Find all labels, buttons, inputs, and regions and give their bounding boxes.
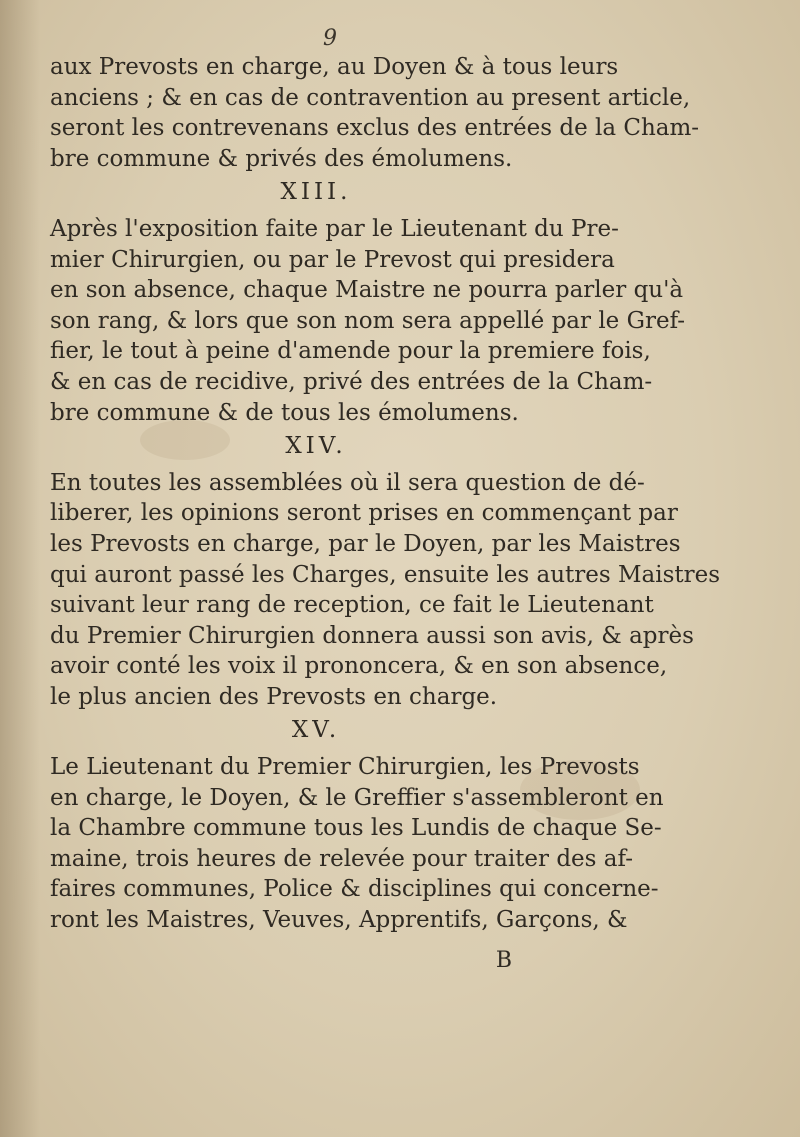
text-line: bre commune & privés des émolumens. [50,145,513,172]
article-heading: XV. [291,717,341,744]
text-line: maine, trois heures de relevée pour traiter des af- [50,845,633,872]
text-line: en son absence, chaque Maistre ne pourra parler qu'à [50,277,684,304]
text-line: avoir conté les voix il prononcera, & en son absence, [50,653,668,680]
text-line: son rang, & lors que son nom sera appellé par le Gref- [50,307,686,334]
text-line: les Prevosts en charge, par le Doyen, par les Maistres [50,530,681,557]
text-line: qui auront passé les Charges, ensuite les autres Maistres [50,561,721,588]
text-line: liberer, les opinions seront prises en commençant par [50,500,678,527]
text-line: ront les Maistres, Veuves, Apprentifs, Garçons, & [50,907,628,934]
text-line: & en cas de recidive, privé des entrées de la Cham- [50,368,653,395]
catchword: B [495,948,512,973]
text-line: Le Lieutenant du Premier Chirurgien, les Prevosts [50,754,640,781]
text-line: bre commune & de tous les émolumens. [50,399,519,426]
text-line: faires communes, Police & disciplines qui concerne- [50,876,659,903]
text-line: suivant leur rang de reception, ce fait le Lieutenant [50,592,654,619]
text-line: En toutes les assemblées où il sera question de dé- [50,469,645,496]
page-body-text [50,52,721,936]
article-heading: XIV. [285,433,347,460]
text-line: seront les contrevenans exclus des entrées de la Cham- [50,115,700,142]
page-edge-shadow [0,0,40,1137]
text-line: Après l'exposition faite par le Lieutenant du Pre- [50,215,619,242]
catchword-container [50,948,600,974]
text-line: du Premier Chirurgien donnera aussi son avis, & après [50,622,694,649]
text-line: le plus ancien des Prevosts en charge. [50,683,498,710]
text-line: mier Chirurgien, ou par le Prevost qui presidera [50,246,615,273]
page-number: 9 [323,26,337,51]
text-line: en charge, le Doyen, & le Greffier s'assembleront en [50,784,664,811]
text-line: la Chambre commune tous les Lundis de chaque Se- [50,815,662,842]
article-heading: XIII. [280,179,352,206]
text-line: anciens ; & en cas de contravention au present article, [50,84,691,111]
text-line: fier, le tout à peine d'amende pour la premiere fois, [50,338,651,365]
text-line: aux Prevosts en charge, au Doyen & à tous leurs [50,54,619,80]
